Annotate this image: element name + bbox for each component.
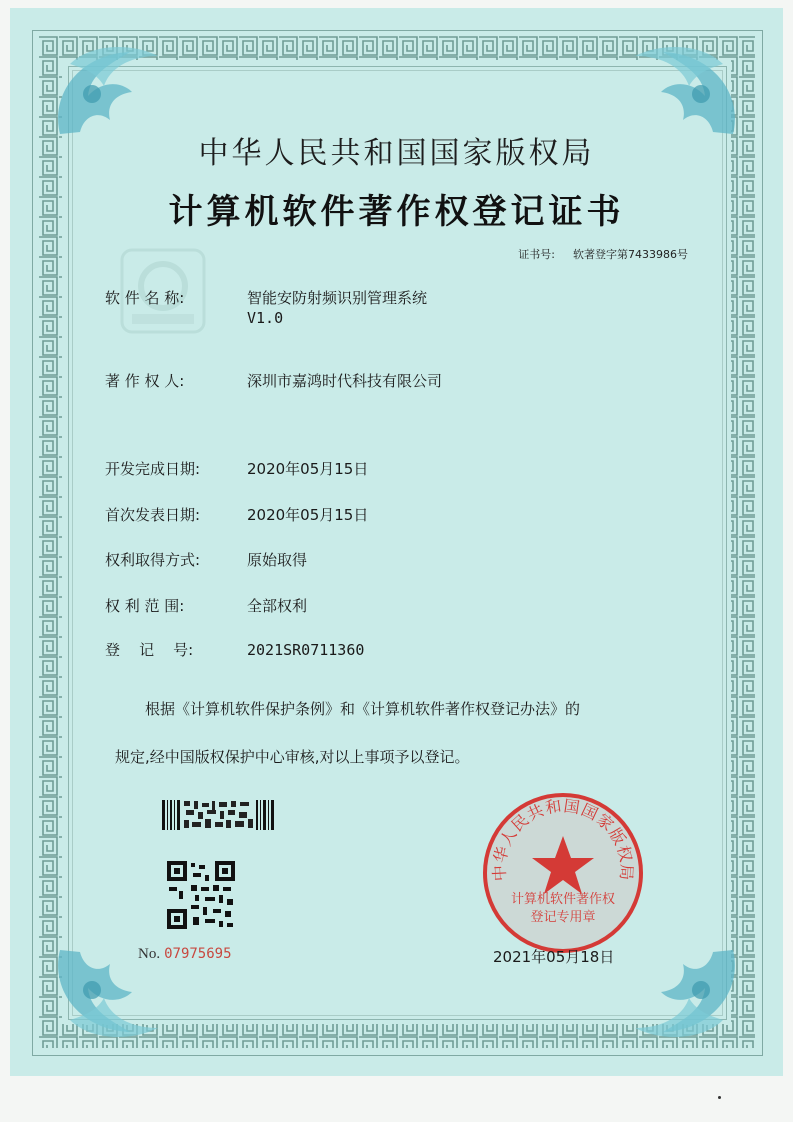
field-copyright-owner — [105, 370, 442, 391]
barcode-icon — [162, 800, 274, 830]
certificate-paper — [10, 8, 783, 1076]
field-label: 权利取得方式: — [105, 551, 201, 569]
field-value: 2020年05月15日 — [247, 460, 369, 478]
field-dev-date — [105, 458, 368, 479]
serial-number — [138, 946, 232, 963]
authority-title: 中华人民共和国国家版权局 — [198, 136, 595, 171]
cert-no-value: 软著登字第7433986号 — [573, 248, 688, 261]
seal-text-line-2: 登记专用章 — [530, 910, 596, 925]
field-value: 智能安防射频识别管理系统 — [247, 289, 428, 307]
field-value: 全部权利 — [247, 597, 308, 615]
field-value: 原始取得 — [247, 551, 308, 569]
certificate-title: 计算机软件著作权登记证书 — [168, 192, 625, 232]
field-rights-scope — [105, 595, 307, 616]
field-label: 首次发表日期: — [105, 506, 201, 524]
field-label: 开发完成日期: — [105, 460, 201, 478]
field-value: 2020年05月15日 — [247, 506, 369, 524]
field-label: 登 记 号: — [105, 641, 194, 659]
official-seal-icon — [478, 788, 648, 958]
seal-text-line-1: 计算机软件著作权 — [510, 892, 615, 907]
field-label: 权 利 范 围: — [105, 597, 185, 615]
cert-no-label: 证书号: — [518, 248, 555, 261]
issue-date: 2021年05月18日 — [493, 948, 615, 966]
serial-value: 07975695 — [164, 946, 232, 962]
field-label: 著 作 权 人: — [105, 372, 185, 390]
field-value: 深圳市嘉鸿时代科技有限公司 — [247, 372, 443, 390]
serial-label: No. — [138, 946, 161, 962]
qr-code-icon — [167, 861, 235, 929]
field-pub-date — [105, 504, 368, 525]
field-value: 2021SR0711360 — [247, 641, 365, 659]
statement-line-2: 规定,经中国版权保护中心审核,对以上事项予以登记。 — [115, 748, 470, 766]
seal-ring-text: 中华人民共和国国家版权局 — [489, 796, 637, 882]
field-acquire-method — [105, 549, 307, 570]
scan-speck — [718, 1096, 721, 1099]
software-version: V1.0 — [247, 309, 284, 327]
field-registration-no — [105, 639, 364, 660]
certificate-number — [518, 246, 688, 262]
field-label: 软 件 名 称: — [105, 289, 185, 307]
statement-line-1: 根据《计算机软件保护条例》和《计算机软件著作权登记办法》的 — [145, 700, 581, 718]
field-software-name — [105, 287, 428, 327]
